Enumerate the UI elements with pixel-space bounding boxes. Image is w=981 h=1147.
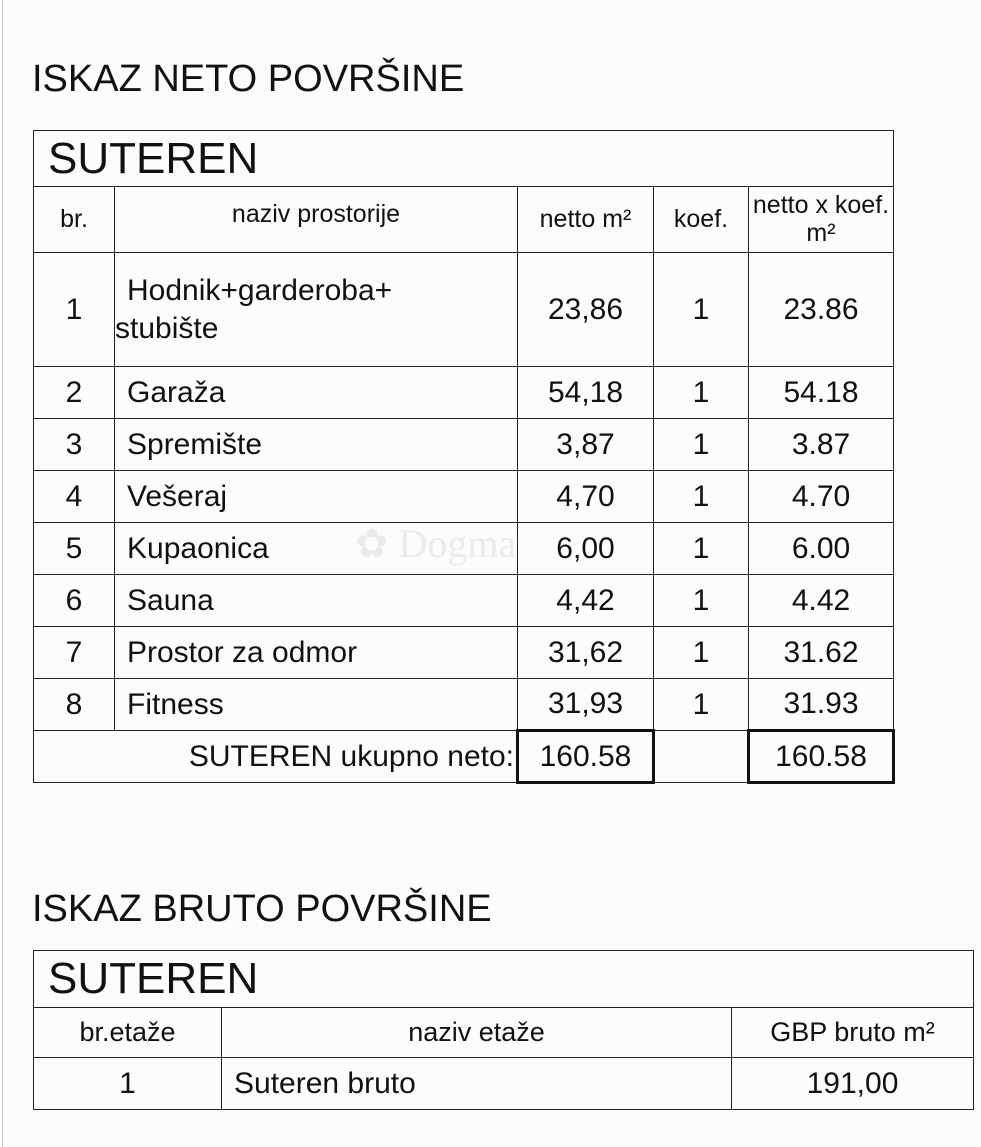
- koef-value: 1: [654, 523, 749, 575]
- neto-section-title: ISKAZ NETO POVRŠINE: [32, 58, 465, 100]
- netto-value: 31,62: [518, 627, 654, 679]
- room-name: [115, 253, 518, 367]
- total-netto-koef: 160.58: [749, 731, 894, 783]
- koef-value: 1: [654, 679, 749, 731]
- netto-koef-value: 6.00: [749, 523, 894, 575]
- row-number: 2: [34, 367, 115, 419]
- room-name: Sauna: [115, 575, 518, 627]
- table-row: [34, 419, 894, 471]
- header-gbp-bruto: GBP bruto m²: [732, 1008, 974, 1058]
- netto-value: 23,86: [518, 253, 654, 367]
- neto-table-caption: SUTEREN: [34, 131, 894, 187]
- bruto-caption-row: [34, 951, 974, 1008]
- header-netto-koef: netto x koef. m²: [749, 187, 894, 253]
- koef-value: 1: [654, 627, 749, 679]
- header-br: br.: [34, 187, 115, 253]
- room-name-line2: stubište: [115, 311, 219, 345]
- gbp-value: 191,00: [732, 1058, 974, 1110]
- watermark-logo: ✿ Dogma: [355, 521, 517, 566]
- netto-value: 31,93: [518, 679, 654, 731]
- row-number: 1: [34, 253, 115, 367]
- header-netto: netto m²: [518, 187, 654, 253]
- koef-value: 1: [654, 575, 749, 627]
- room-name: Garaža: [115, 367, 518, 419]
- table-row: [34, 627, 894, 679]
- koef-value: 1: [654, 367, 749, 419]
- netto-value: 3,87: [518, 419, 654, 471]
- netto-koef-value: 23.86: [749, 253, 894, 367]
- row-number: 1: [34, 1058, 222, 1110]
- table-row: [34, 1058, 974, 1110]
- table-row: [34, 523, 894, 575]
- room-name: Prostor za odmor: [115, 627, 518, 679]
- neto-table: [33, 130, 895, 784]
- koef-value: 1: [654, 419, 749, 471]
- netto-value: 54,18: [518, 367, 654, 419]
- bruto-table-caption: SUTEREN: [34, 951, 974, 1008]
- table-row: [34, 471, 894, 523]
- total-koef-empty: [654, 731, 749, 783]
- header-koef: koef.: [654, 187, 749, 253]
- header-br-etaze: br.etaže: [34, 1008, 222, 1058]
- row-number: 5: [34, 523, 115, 575]
- netto-value: 4,42: [518, 575, 654, 627]
- room-name: Fitness: [115, 679, 518, 731]
- neto-total-row: [34, 731, 894, 783]
- bruto-section-title: ISKAZ BRUTO POVRŠINE: [32, 888, 492, 930]
- netto-koef-value: 3.87: [749, 419, 894, 471]
- netto-koef-value: 4.70: [749, 471, 894, 523]
- netto-koef-value: 54.18: [749, 367, 894, 419]
- page-border-line: [2, 0, 3, 1147]
- table-row: [34, 679, 894, 731]
- room-name-line1: Hodnik+garderoba+: [127, 274, 393, 307]
- netto-koef-value: 31.93: [749, 679, 894, 731]
- neto-header-row: [34, 187, 894, 253]
- row-number: 7: [34, 627, 115, 679]
- floor-name: Suteren bruto: [222, 1058, 732, 1110]
- room-name: Spremište: [115, 419, 518, 471]
- table-row: [34, 367, 894, 419]
- total-label: SUTEREN ukupno neto:: [34, 731, 518, 783]
- netto-value: 4,70: [518, 471, 654, 523]
- netto-value: 6,00: [518, 523, 654, 575]
- table-row: [34, 253, 894, 367]
- room-name: Vešeraj: [115, 471, 518, 523]
- row-number: 4: [34, 471, 115, 523]
- netto-koef-value: 31.62: [749, 627, 894, 679]
- total-netto: 160.58: [518, 731, 654, 783]
- koef-value: 1: [654, 471, 749, 523]
- bruto-table: [33, 950, 974, 1110]
- row-number: 8: [34, 679, 115, 731]
- row-number: 3: [34, 419, 115, 471]
- table-row: [34, 575, 894, 627]
- bruto-header-row: [34, 1008, 974, 1058]
- room-name: Kupaonica: [115, 523, 518, 575]
- row-number: 6: [34, 575, 115, 627]
- netto-koef-value: 4.42: [749, 575, 894, 627]
- neto-caption-row: [34, 131, 894, 187]
- koef-value: 1: [654, 253, 749, 367]
- header-naziv-etaze: naziv etaže: [222, 1008, 732, 1058]
- header-naziv-prostorije: naziv prostorije: [115, 187, 518, 253]
